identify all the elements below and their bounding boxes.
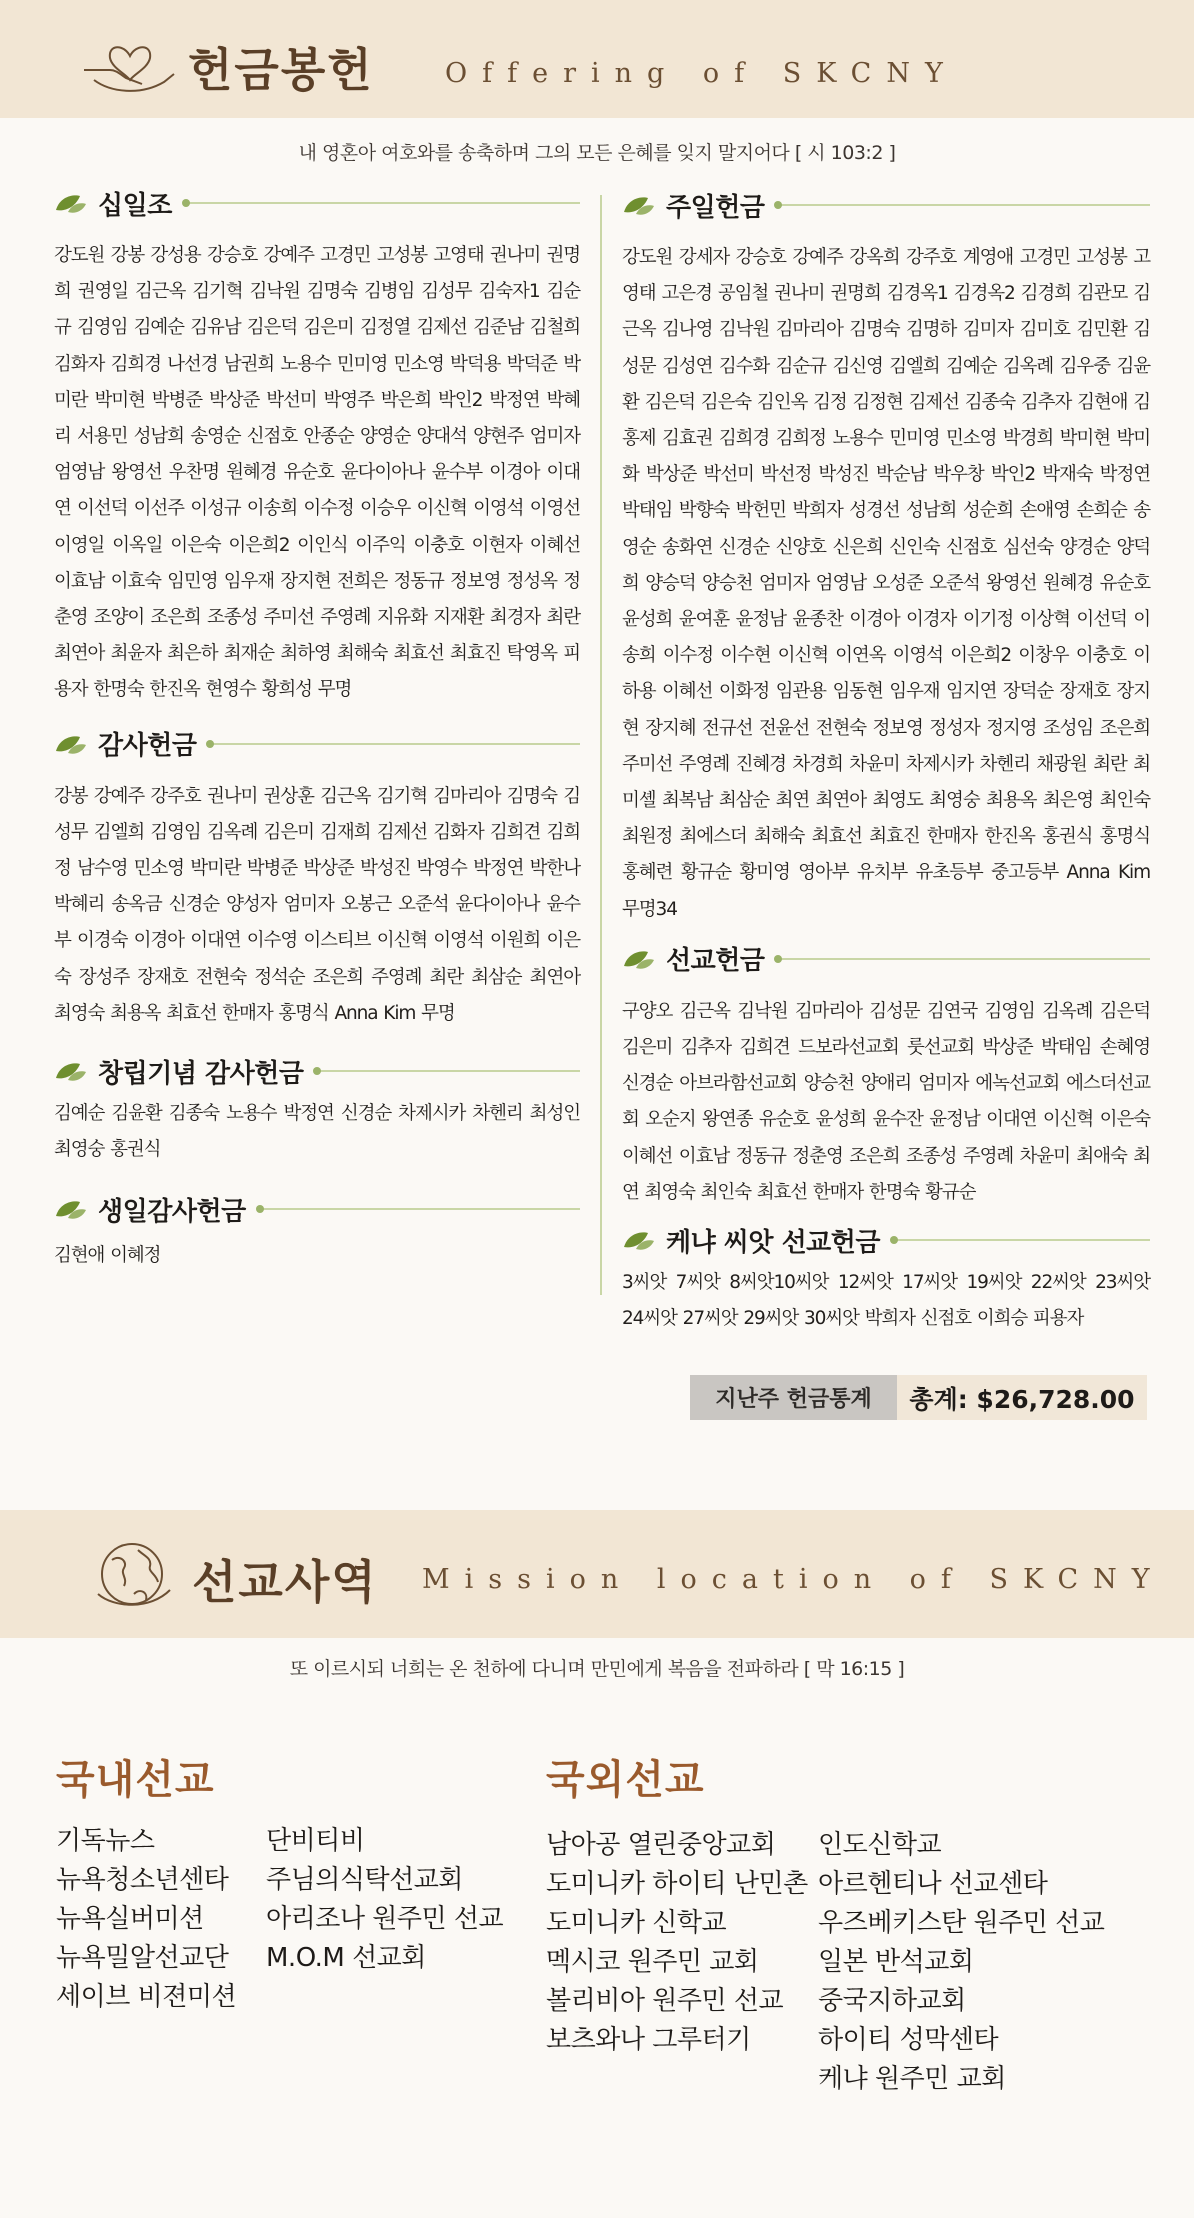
thanks-heading [54,723,580,765]
leaf-icon [54,1058,88,1084]
list-item: 우즈베키스탄 원주민 선교 [818,1908,1105,1938]
column-divider [600,195,602,1295]
heading-rule [317,1070,580,1072]
kenya-title: 케냐 씨앗 선교헌금 [666,1227,881,1258]
list-item: 남아공 열린중앙교회 [546,1830,776,1860]
tithe-heading [54,182,580,224]
heart-hands-icon [80,22,180,102]
left-column [54,182,580,1275]
kenya-names: 3씨앗 7씨앗 8씨앗10씨앗 12씨앗 17씨앗 19씨앗 22씨앗 23씨앗 24씨앗 27씨앗 29씨앗 30씨앗 박희자 신점호 이희승 피용자 [622,1272,1150,1330]
birthday-title: 생일감사헌금 [98,1196,246,1227]
list-item: 뉴욕실버미션 [56,1904,204,1934]
list-item: 아리조나 원주민 선교 [266,1904,504,1934]
mission-offering-section [622,938,1150,1211]
founding-heading [54,1050,580,1092]
heading-rule [186,202,580,204]
mission-verse: 또 이르시되 너희는 온 천하에 다니며 만민에게 복음을 전파하라 [ 막 16:15 ] [289,1658,905,1680]
tithe-names: 강도원 강봉 강성용 강승호 강예주 고경민 고성봉 고영태 권나미 권명희 권영일 김근옥 김기혁 김낙원 김명숙 김병임 김성무 김숙자1 김순규 김영임 김예순 김유남 김은덕 김은미 김정열 김제선 김준남 김철희 김화자 김희경 나선경 남권희 노용수 민미영 민소영 박덕용 박덕준 박미란 박미현 박병준 박상준 박선미 박영주 박은희 박인2 박정연 박혜리 서용민 성남희 송영순 신점호 안종순 양영순 양대석 양현주 엄미자 엄영남 왕영선 우찬명 원혜경 유순호 윤다이아나 윤수부 이경아 이대연 이선덕 이선주 이성규 이송희 이수정 이승우 이신혁 이영석 이영선 이영일 이옥일 이은숙 이은희2 이인식 이주익 이충호 이현자 이혜선 이효남 이효숙 임민영 임우재 장지현 전희은 정동규 정보영 정성옥 정춘영 조양이 조은희 조종성 주미선 주영례 지유화 지재환 최경자 최란 최연아 최윤자 최은하 최재순 최하영 최해숙 최효선 최효진 탁영옥 피용자 한명숙 한진옥 현영수 황희성 무명 [54,245,580,701]
heading-rule [894,1239,1150,1241]
stats-total: 총계: $26,728.00 [897,1375,1147,1420]
mission-offering-title: 선교헌금 [666,946,765,977]
list-item: 뉴욕청소년센타 [56,1865,229,1895]
list-item: 세이브 비젼미션 [56,1982,237,2012]
list-item: 뉴욕밀알선교단 [56,1943,229,1973]
heading-rule [778,958,1150,960]
offering-verse: 내 영혼아 여호와를 송축하며 그의 모든 은혜를 잊지 말지어다 [ 시 103:2 ] [298,142,896,164]
leaf-icon [622,946,656,972]
founding-names: 김예순 김윤환 김종숙 노용수 박정연 신경순 차제시카 차헨리 최성인 최영숭 홍권식 [54,1103,580,1161]
mission-subtitle: Mission location of SKCNY [422,1564,1165,1595]
stats-label: 지난주 헌금통계 [690,1375,897,1420]
tithe-section [54,182,580,709]
overseas-mission-title: 국외선교 [546,1757,705,1803]
leaf-icon [54,731,88,757]
list-item: 도미니카 신학교 [546,1908,727,1938]
birthday-heading [54,1188,580,1230]
right-column [622,184,1150,1337]
thanks-title: 감사헌금 [98,731,197,762]
kenya-heading [622,1219,1150,1261]
list-item: 아르헨티나 선교센타 [818,1869,1048,1899]
founding-title: 창립기념 감사헌금 [98,1058,304,1089]
leaf-icon [622,1227,656,1253]
sunday-names: 강도원 강세자 강승호 강예주 강옥희 강주호 계영애 고경민 고성봉 고영태 고은경 공임철 권나미 권명희 김경옥1 김경옥2 김경희 김관모 김근옥 김나영 김낙원 김마리아 김명숙 김명하 김미자 김미호 김민환 김성문 김성연 김수화 김순규 김신영 김엘희 김예순 김옥례 김우중 김윤환 김은덕 김은숙 김인옥 김정 김정현 김제선 김종숙 김추자 김현애 김홍제 김효권 김희경 김희정 노용수 민미영 민소영 박경희 박미현 박미화 박상준 박선미 박선정 박성진 박순남 박우창 박인2 박재숙 박정연 박태임 박향숙 박헌민 박희자 성경선 성남희 성순희 손애영 손희순 송영순 송화연 신경순 신양호 신은희 신인숙 신점호 심선숙 양경순 양덕희 양승덕 양승천 엄미자 엄영남 오성준 오준석 왕영선 원혜경 유순호 윤성희 윤여훈 윤정남 윤종찬 이경아 이경자 이기정 이상혁 이선덕 이송희 이수정 이수현 이신혁 이연옥 이영석 이은희2 이창우 이충호 이하용 이혜선 이화정 임관용 임동현 임우재 임지연 장덕순 장재호 장지현 장지혜 전규선 전윤선 전현숙 정보영 정성자 정지영 조성임 조은희 주미선 주영례 진혜경 차경희 차윤미 차제시카 차헨리 채광원 최란 최미셸 최복남 최삼순 최연 최연아 최영도 최영숭 최용옥 최은영 최인숙 최원정 최에스더 최해숙 최효선 최효진 한매자 한진옥 홍권식 홍명식 홍혜련 황규순 황미영 영아부 유치부 유초등부 중고등부 Anna Kim 무명34 [622,247,1150,920]
globe-icon [94,1538,174,1610]
list-item: 볼리비아 원주민 선교 [546,1986,784,2016]
leaf-icon [622,192,656,218]
mission-banner [0,1510,1194,1638]
list-item: 인도신학교 [818,1830,942,1860]
list-item: 도미니카 하이티 난민촌 [546,1869,808,1899]
sunday-section [622,184,1150,928]
thanks-names: 강봉 강예주 강주호 권나미 권상훈 김근옥 김기혁 김마리아 김명숙 김성무 김엘희 김영임 김옥례 김은미 김재희 김제선 김화자 김희견 김희정 남수영 민소영 박미란 박병준 박상준 박성진 박영수 박정연 박한나 박혜리 송옥금 신경순 양성자 엄미자 오봉근 오준석 윤다이아나 윤수부 이경숙 이경아 이대연 이수영 이스티브 이신혁 이영석 이원희 이은숙 장성주 장재호 전현숙 정석순 조은희 주영례 최란 최삼순 최연아 최영숙 최용옥 최효선 한매자 홍명식 Anna Kim 무명 [54,785,580,1024]
kenya-section [622,1219,1150,1337]
birthday-section [54,1188,580,1274]
list-item: 기독뉴스 [56,1826,155,1856]
sunday-heading [622,184,1150,226]
list-item: 단비티비 [266,1826,365,1856]
list-item: 일본 반석교회 [818,1947,974,1977]
offering-banner [0,0,1194,118]
domestic-list-1 [56,1822,236,2017]
offering-title: 헌금봉헌 [188,43,374,97]
list-item: 케냐 원주민 교회 [818,2064,1006,2094]
heading-rule [778,204,1150,206]
sunday-title: 주일헌금 [666,192,765,223]
overseas-list-1 [546,1826,808,2060]
heading-rule [260,1208,580,1210]
list-item: M.O.M 선교회 [266,1943,426,1973]
offering-subtitle: Offering of SKCNY [445,58,958,89]
domestic-list-2 [266,1822,503,1978]
thanks-section [54,723,580,1032]
leaf-icon [54,190,88,216]
mission-offering-names: 구양오 김근옥 김낙원 김마리아 김성문 김연국 김영임 김옥례 김은덕 김은미 김추자 김희견 드보라선교회 룻선교회 박상준 박태임 손혜영 신경순 아브라함선교회 양승천 양애리 엄미자 에녹선교회 에스더선교회 오순지 왕연종 유순호 윤성희 윤수잔 윤정남 이대연 이신혁 이은숙 이혜선 이효남 정동규 정춘영 조은희 조종성 주영례 차윤미 최애숙 최연 최영숙 최인숙 최효선 한매자 한명숙 황규순 [622,1000,1150,1203]
list-item: 하이티 성막센타 [818,2025,999,2055]
birthday-names: 김현애 이혜정 [54,1245,161,1267]
mission-title: 선교사역 [192,1555,378,1609]
domestic-mission-title: 국내선교 [56,1757,215,1803]
overseas-list-2 [818,1826,1104,2099]
tithe-title: 십일조 [98,190,172,221]
heading-rule [210,743,580,745]
list-item: 중국지하교회 [818,1986,966,2016]
mission-offering-heading [622,938,1150,980]
list-item: 주님의식탁선교회 [266,1865,463,1895]
leaf-icon [54,1196,88,1222]
list-item: 멕시코 원주민 교회 [546,1947,759,1977]
offering-stats [690,1375,1147,1420]
list-item: 보츠와나 그루터기 [546,2025,751,2055]
founding-section [54,1050,580,1168]
